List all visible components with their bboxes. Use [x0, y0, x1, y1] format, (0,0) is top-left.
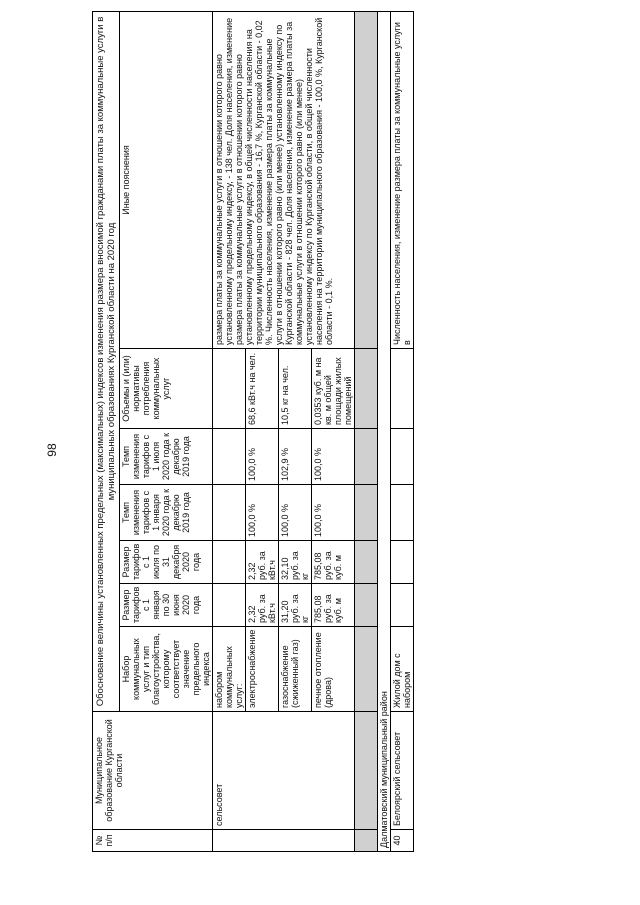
tariff-jan: 2,32 руб. за кВт.ч: [246, 584, 279, 627]
header-municipality: Муниципальное образование Курганской области: [93, 712, 213, 830]
tariff-jan: 31,20 руб. за кг: [279, 584, 312, 627]
rate-jan: 100,0 %: [312, 485, 355, 541]
service-set-label: набором коммунальных услуг:: [213, 627, 246, 712]
header-rate-jul: Темп изменения тарифов с 1 июля 2020 года к декабрю 2019 года: [120, 429, 213, 485]
rate-jul: 100,0 %: [312, 429, 355, 485]
tariff-jul: 2,32 руб. за кВт.ч: [246, 541, 279, 584]
volume: 68,6 кВт.ч на чел.: [246, 349, 279, 429]
tariff-jan: 785,08 руб. за куб. м: [312, 584, 355, 627]
tariff-jul: 32,10 руб. за кг: [279, 541, 312, 584]
rate-jan: 100,0 %: [279, 485, 312, 541]
table-row: [391, 11, 414, 851]
notes-cell: Численность населения, изменение размера платы за коммунальные услуги в: [391, 11, 414, 348]
service-name: газоснабжение (сжиженный газ): [279, 627, 312, 712]
district-heading: Далматовский муниципальный район: [378, 11, 391, 851]
service-name: печное отопление (дрова): [312, 627, 355, 712]
tariff-table: [92, 11, 414, 852]
volume: 10,5 кг на чел.: [279, 349, 312, 429]
page-number: 98: [45, 443, 59, 457]
notes-cell: размера платы за коммунальные услуги в отношении которого равно установленному предельному индексу, - 138 чел. Доля населения, изменение размера платы за коммунальные услуги в отношении которого равно установленному предельному индексу, в общей численности населения на территории муниципального образования - 16,7 %, Курганской области - 0,02 %. Численность населения, изменение размера платы за коммунальные услуги в отношении которого равно (или менее) установленному индексу по Курганской области - 828 чел. Доля населения, изменение размера платы за коммунальные услуги в отношении которого равно (или менее) установленному индексу по Курганской области, в общей численности населения на территории муниципального образования - 100,0 %, Курганской области - 0,1 %.: [213, 11, 355, 348]
row-number: 40: [391, 830, 414, 852]
rate-jul: 102,9 %: [279, 429, 312, 485]
header-services: Набор коммунальных услуг и тип благоустройства, которому соответствует значение предельного индекса: [120, 627, 213, 712]
header-tariff-jul: Размер тарифов с 1 июля по 31 декабря 2020 года: [120, 541, 213, 584]
header-num: № п/п: [93, 830, 213, 852]
rate-jul: 100,0 %: [246, 429, 279, 485]
header-rate-jan: Темп изменения тарифов с 1 января 2020 года к декабрю 2019 года: [120, 485, 213, 541]
row-num-cell: [213, 830, 355, 852]
header-volumes: Объемы и (или) нормативы потребления коммунальных услуг: [120, 349, 213, 429]
rotated-table-page: [92, 12, 612, 852]
blank-row: [355, 11, 378, 851]
municipality-cell: сельсовет: [213, 712, 355, 830]
service-name: электроснабжение: [246, 627, 279, 712]
service-name: Жилой дом с набором: [391, 627, 414, 712]
municipality-cell: Белоярский сельсовет: [391, 712, 414, 830]
rate-jan: 100,0 %: [246, 485, 279, 541]
tariff-jul: 785,08 руб. за куб. м: [312, 541, 355, 584]
header-notes: Иные пояснения: [120, 11, 213, 348]
header-tariff-jan: Размер тарифов с 1 января по 30 июня 2020 года: [120, 584, 213, 627]
table-title: Обоснование величины установленных предельных (максимальных) индексов изменения размера вносимой гражданами платы за коммунальные услуги в муниципальных образованиях Курганской области на 2020 год: [93, 11, 120, 711]
volume: 0,0353 куб. м на кв. м общей площади жилых помещений: [312, 349, 355, 429]
